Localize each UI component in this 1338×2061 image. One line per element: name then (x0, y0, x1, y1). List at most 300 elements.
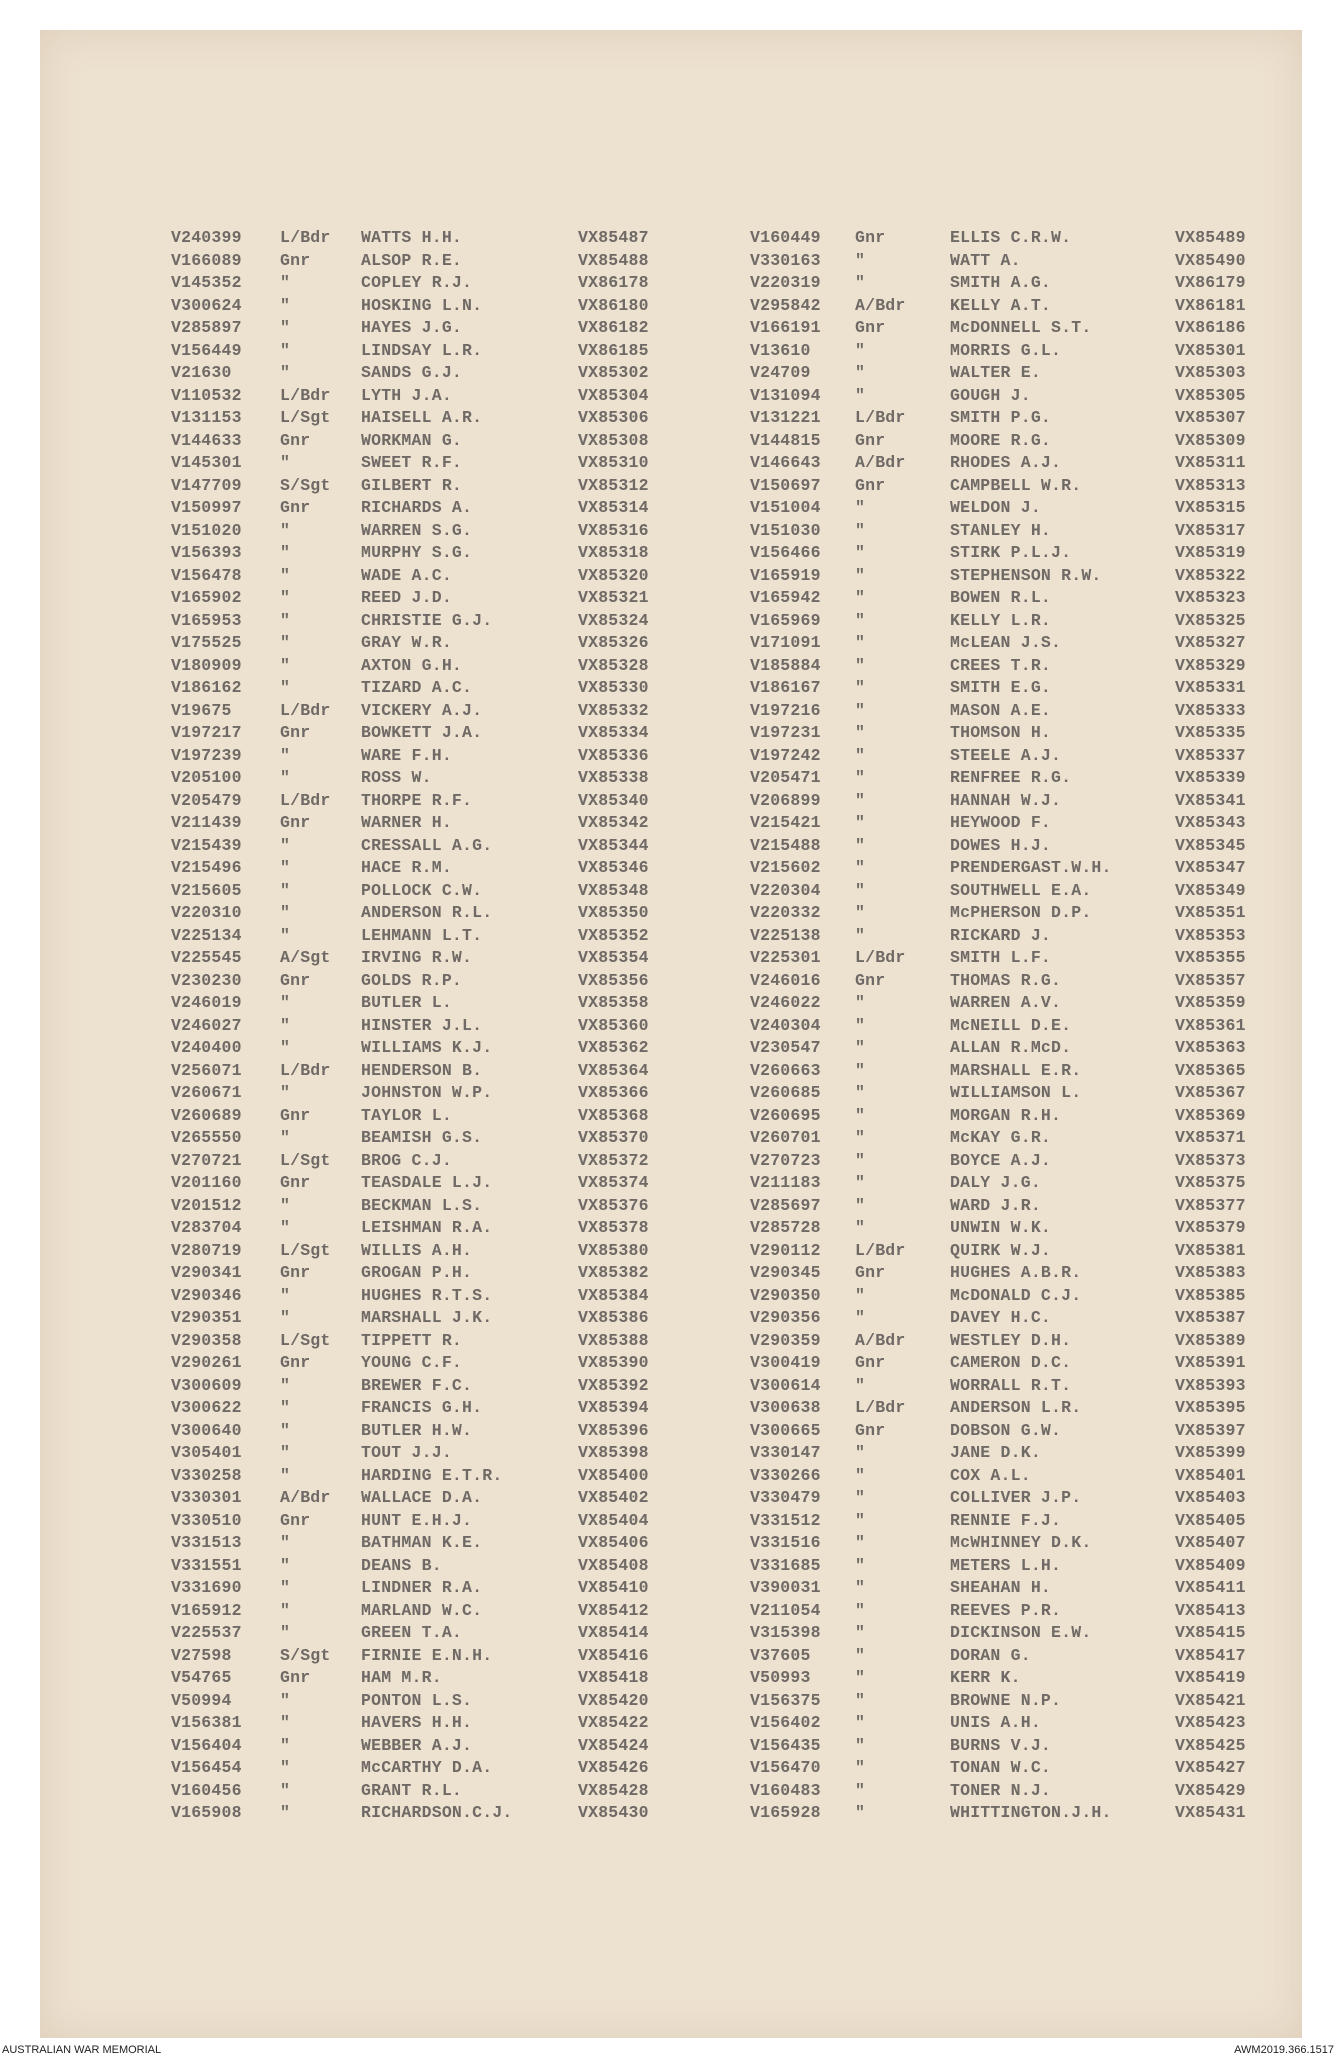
rank: " (855, 1443, 866, 1462)
rank: Gnr (280, 1263, 311, 1282)
soldier-name: HACE R.M. (361, 858, 452, 877)
rank: " (855, 273, 866, 292)
rank: Gnr (855, 970, 886, 990)
soldier-name: LINDSAY L.R. (361, 340, 483, 360)
rank: " (280, 1690, 291, 1710)
service-number: V201160 (171, 1173, 242, 1192)
service-number: V146643 (750, 453, 821, 472)
rank: L/Sgt (280, 1330, 331, 1350)
service-number: V285897 (171, 318, 242, 337)
service-number: V220304 (750, 880, 821, 900)
soldier-name: UNWIN W.K. (950, 1218, 1052, 1237)
vx-number: VX85317 (1175, 520, 1246, 540)
service-number: V330301 (171, 1488, 242, 1507)
rank: " (280, 1465, 291, 1485)
vx-number: VX85368 (578, 1105, 649, 1125)
vx-number: VX85425 (1175, 1735, 1246, 1755)
vx-number: VX85369 (1175, 1105, 1246, 1125)
soldier-name: RICHARDS A. (361, 498, 473, 517)
vx-number: VX85350 (578, 903, 649, 922)
rank: " (855, 363, 866, 382)
vx-number: VX85414 (578, 1623, 649, 1642)
soldier-name: RENNIE F.J. (950, 1510, 1062, 1530)
soldier-name: YOUNG C.F. (361, 1353, 463, 1372)
soldier-name: LINDNER R.A. (361, 1578, 483, 1597)
rank: " (855, 565, 866, 585)
soldier-name: CAMPBELL W.R. (950, 475, 1082, 495)
service-number: V50993 (750, 1668, 811, 1687)
rank: Gnr (855, 1263, 886, 1282)
vx-number: VX85427 (1175, 1758, 1246, 1777)
soldier-name: JOHNSTON W.P. (361, 1083, 493, 1102)
service-number: V131153 (171, 408, 242, 427)
vx-number: VX85379 (1175, 1218, 1246, 1237)
soldier-name: McLEAN J.S. (950, 633, 1062, 652)
service-number: V300609 (171, 1375, 242, 1395)
service-number: V300640 (171, 1420, 242, 1440)
service-number: V24709 (750, 363, 811, 382)
service-number: V156435 (750, 1735, 821, 1755)
rank: " (855, 610, 866, 630)
soldier-name: UNIS A.H. (950, 1713, 1041, 1732)
rank: " (855, 1780, 866, 1800)
vx-number: VX85338 (578, 768, 649, 787)
service-number: V19675 (171, 700, 232, 720)
service-number: V197217 (171, 723, 242, 742)
vx-number: VX85358 (578, 993, 649, 1012)
service-number: V331685 (750, 1555, 821, 1575)
vx-number: VX85413 (1175, 1600, 1246, 1620)
vx-number: VX85307 (1175, 408, 1246, 427)
rank: " (855, 880, 866, 900)
service-number: V330479 (750, 1488, 821, 1507)
rank: A/Bdr (280, 1488, 331, 1507)
vx-number: VX85391 (1175, 1353, 1246, 1372)
soldier-name: FIRNIE E.N.H. (361, 1645, 493, 1665)
service-number: V246016 (750, 970, 821, 990)
rank: Gnr (280, 970, 311, 990)
vx-number: VX85337 (1175, 745, 1246, 765)
vx-number: VX85336 (578, 745, 649, 765)
vx-number: VX85356 (578, 970, 649, 990)
vx-number: VX85320 (578, 565, 649, 585)
vx-number: VX85490 (1175, 250, 1246, 270)
vx-number: VX85430 (578, 1803, 649, 1822)
rank: Gnr (855, 430, 886, 450)
service-number: V285728 (750, 1218, 821, 1237)
soldier-name: TONER N.J. (950, 1780, 1052, 1800)
soldier-name: HARDING E.T.R. (361, 1465, 503, 1485)
rank: L/Sgt (280, 1150, 331, 1170)
rank: " (855, 678, 866, 697)
vx-number: VX85426 (578, 1758, 649, 1777)
soldier-name: GILBERT R. (361, 475, 463, 495)
vx-number: VX85395 (1175, 1398, 1246, 1417)
rank: L/Sgt (280, 1240, 331, 1260)
soldier-name: STEPHENSON R.W. (950, 565, 1102, 585)
vx-number: VX85390 (578, 1353, 649, 1372)
service-number: V211439 (171, 813, 242, 832)
vx-number: VX85332 (578, 700, 649, 720)
rank: Gnr (855, 1353, 886, 1372)
rank: " (855, 903, 866, 922)
rank: " (280, 363, 291, 382)
soldier-name: BOWEN R.L. (950, 588, 1052, 607)
vx-number: VX85340 (578, 790, 649, 810)
service-number: V151030 (750, 520, 821, 540)
rank: " (855, 1803, 866, 1822)
rank: " (855, 768, 866, 787)
service-number: V156470 (750, 1758, 821, 1777)
rank: " (280, 318, 291, 337)
rank: " (855, 1218, 866, 1237)
soldier-name: SMITH E.G. (950, 678, 1052, 697)
soldier-name: METERS L.H. (950, 1555, 1062, 1575)
vx-number: VX85315 (1175, 498, 1246, 517)
service-number: V315398 (750, 1623, 821, 1642)
service-number: V240399 (171, 228, 242, 247)
soldier-name: CRESSALL A.G. (361, 835, 493, 855)
service-number: V37605 (750, 1645, 811, 1665)
soldier-name: BURNS V.J. (950, 1735, 1052, 1755)
soldier-name: HAYES J.G. (361, 318, 463, 337)
soldier-name: TEASDALE L.J. (361, 1173, 493, 1192)
soldier-name: WALLACE D.A. (361, 1488, 483, 1507)
service-number: V215602 (750, 858, 821, 877)
rank: " (280, 1015, 291, 1035)
rank: " (280, 1555, 291, 1575)
soldier-name: TIZARD A.C. (361, 678, 473, 697)
soldier-name: FRANCIS G.H. (361, 1398, 483, 1417)
soldier-name: CREES T.R. (950, 655, 1052, 675)
service-number: V54765 (171, 1668, 232, 1687)
service-number: V285697 (750, 1195, 821, 1215)
vx-number: VX85305 (1175, 385, 1246, 405)
soldier-name: MOORE R.G. (950, 430, 1052, 450)
vx-number: VX85334 (578, 723, 649, 742)
service-number: V283704 (171, 1218, 242, 1237)
service-number: V110532 (171, 385, 242, 405)
vx-number: VX85392 (578, 1375, 649, 1395)
rank: " (280, 565, 291, 585)
rank: " (280, 655, 291, 675)
rank: " (855, 1150, 866, 1170)
rank: " (855, 250, 866, 270)
service-number: V175525 (171, 633, 242, 652)
vx-number: VX85404 (578, 1510, 649, 1530)
soldier-name: McPHERSON D.P. (950, 903, 1092, 922)
service-number: V156478 (171, 565, 242, 585)
service-number: V160483 (750, 1780, 821, 1800)
service-number: V330147 (750, 1443, 821, 1462)
service-number: V147709 (171, 475, 242, 495)
soldier-name: DEANS B. (361, 1555, 442, 1575)
soldier-name: RICHARDSON.C.J. (361, 1803, 513, 1822)
soldier-name: MORRIS G.L. (950, 340, 1062, 360)
vx-number: VX85411 (1175, 1578, 1246, 1597)
service-number: V246022 (750, 993, 821, 1012)
rank: " (855, 1510, 866, 1530)
service-number: V240400 (171, 1038, 242, 1057)
vx-number: VX85360 (578, 1015, 649, 1035)
rank: " (855, 745, 866, 765)
rank: " (280, 633, 291, 652)
rank: Gnr (280, 430, 311, 450)
service-number: V151004 (750, 498, 821, 517)
rank: " (855, 925, 866, 945)
service-number: V256071 (171, 1060, 242, 1080)
vx-number: VX85372 (578, 1150, 649, 1170)
rank: Gnr (855, 318, 886, 337)
vx-number: VX85384 (578, 1285, 649, 1305)
service-number: V300614 (750, 1375, 821, 1395)
soldier-name: WORKMAN G. (361, 430, 463, 450)
service-number: V270721 (171, 1150, 242, 1170)
rank: Gnr (280, 723, 311, 742)
soldier-name: DALY J.G. (950, 1173, 1041, 1192)
soldier-name: COPLEY R.J. (361, 273, 473, 292)
rank: " (855, 655, 866, 675)
soldier-name: TIPPETT R. (361, 1330, 463, 1350)
vx-number: VX85310 (578, 453, 649, 472)
rank: L/Bdr (280, 790, 331, 810)
vx-number: VX85325 (1175, 610, 1246, 630)
soldier-name: PRENDERGAST.W.H. (950, 858, 1112, 877)
vx-number: VX85306 (578, 408, 649, 427)
vx-number: VX85364 (578, 1060, 649, 1080)
vx-number: VX85405 (1175, 1510, 1246, 1530)
vx-number: VX85328 (578, 655, 649, 675)
vx-number: VX86179 (1175, 273, 1246, 292)
rank: Gnr (855, 228, 886, 247)
vx-number: VX85388 (578, 1330, 649, 1350)
rank: " (855, 1690, 866, 1710)
vx-number: VX85399 (1175, 1443, 1246, 1462)
soldier-name: DAVEY H.C. (950, 1308, 1052, 1327)
rank: " (855, 835, 866, 855)
soldier-name: WARD J.R. (950, 1195, 1041, 1215)
soldier-name: HAVERS H.H. (361, 1713, 473, 1732)
service-number: V300622 (171, 1398, 242, 1417)
soldier-name: HUGHES A.B.R. (950, 1263, 1082, 1282)
rank: " (855, 1173, 866, 1192)
service-number: V290359 (750, 1330, 821, 1350)
service-number: V220319 (750, 273, 821, 292)
soldier-name: HEYWOOD F. (950, 813, 1052, 832)
rank: Gnr (855, 475, 886, 495)
service-number: V165953 (171, 610, 242, 630)
service-number: V171091 (750, 633, 821, 652)
vx-number: VX85349 (1175, 880, 1246, 900)
service-number: V211183 (750, 1173, 821, 1192)
vx-number: VX85489 (1175, 228, 1246, 247)
rank: " (855, 385, 866, 405)
soldier-name: KELLY L.R. (950, 610, 1052, 630)
soldier-name: MARSHALL J.K. (361, 1308, 493, 1327)
vx-number: VX86186 (1175, 318, 1246, 337)
vx-number: VX85341 (1175, 790, 1246, 810)
soldier-name: RICKARD J. (950, 925, 1052, 945)
vx-number: VX85342 (578, 813, 649, 832)
vx-number: VX85429 (1175, 1780, 1246, 1800)
vx-number: VX86185 (578, 340, 649, 360)
service-number: V270723 (750, 1150, 821, 1170)
rank: " (855, 1623, 866, 1642)
service-number: V205100 (171, 768, 242, 787)
vx-number: VX85487 (578, 228, 649, 247)
service-number: V260689 (171, 1105, 242, 1125)
soldier-name: McWHINNEY D.K. (950, 1533, 1092, 1552)
footer-accession-number: AWM2019.366.1517 (1234, 2044, 1334, 2056)
rank: " (280, 295, 291, 315)
soldier-name: WALTER E. (950, 363, 1041, 382)
soldier-name: HAISELL A.R. (361, 408, 483, 427)
vx-number: VX85319 (1175, 543, 1246, 562)
rank: " (855, 1060, 866, 1080)
soldier-name: SHEAHAN H. (950, 1578, 1052, 1597)
vx-number: VX85311 (1175, 453, 1246, 472)
service-number: V246027 (171, 1015, 242, 1035)
service-number: V290346 (171, 1285, 242, 1305)
soldier-name: LYTH J.A. (361, 385, 452, 405)
soldier-name: SOUTHWELL E.A. (950, 880, 1092, 900)
rank: Gnr (280, 498, 311, 517)
service-number: V165928 (750, 1803, 821, 1822)
soldier-name: ANDERSON R.L. (361, 903, 493, 922)
rank: " (280, 1308, 291, 1327)
rank: " (855, 1015, 866, 1035)
soldier-name: COLLIVER J.P. (950, 1488, 1082, 1507)
rank: " (280, 745, 291, 765)
service-number: V215605 (171, 880, 242, 900)
rank: " (280, 1398, 291, 1417)
rank: " (855, 1533, 866, 1552)
rank: " (280, 1285, 291, 1305)
rank: L/Bdr (855, 948, 906, 967)
soldier-name: SMITH P.G. (950, 408, 1052, 427)
soldier-name: ALLAN R.McD. (950, 1038, 1072, 1057)
soldier-name: HAM M.R. (361, 1668, 442, 1687)
vx-number: VX85321 (578, 588, 649, 607)
soldier-name: TAYLOR L. (361, 1105, 452, 1125)
soldier-name: McCARTHY D.A. (361, 1758, 493, 1777)
soldier-name: GREEN T.A. (361, 1623, 463, 1642)
soldier-name: WARREN A.V. (950, 993, 1062, 1012)
vx-number: VX85301 (1175, 340, 1246, 360)
vx-number: VX85329 (1175, 655, 1246, 675)
soldier-name: WESTLEY D.H. (950, 1330, 1072, 1350)
rank: A/Bdr (855, 295, 906, 315)
rank: " (855, 1083, 866, 1102)
vx-number: VX85357 (1175, 970, 1246, 990)
service-number: V300624 (171, 295, 242, 315)
service-number: V330510 (171, 1510, 242, 1530)
service-number: V295842 (750, 295, 821, 315)
service-number: V246019 (171, 993, 242, 1012)
vx-number: VX85333 (1175, 700, 1246, 720)
soldier-name: GRANT R.L. (361, 1780, 463, 1800)
vx-number: VX85381 (1175, 1240, 1246, 1260)
service-number: V331512 (750, 1510, 821, 1530)
rank: " (855, 858, 866, 877)
service-number: V166191 (750, 318, 821, 337)
service-number: V225537 (171, 1623, 242, 1642)
rank: " (280, 835, 291, 855)
rank: " (855, 498, 866, 517)
service-number: V300638 (750, 1398, 821, 1417)
rank: " (280, 1218, 291, 1237)
rank: " (280, 1735, 291, 1755)
soldier-name: REEVES P.R. (950, 1600, 1062, 1620)
vx-number: VX85335 (1175, 723, 1246, 742)
service-number: V144633 (171, 430, 242, 450)
soldier-name: JANE D.K. (950, 1443, 1041, 1462)
service-number: V300665 (750, 1420, 821, 1440)
service-number: V331516 (750, 1533, 821, 1552)
vx-number: VX86182 (578, 318, 649, 337)
service-number: V225545 (171, 948, 242, 967)
vx-number: VX85348 (578, 880, 649, 900)
vx-number: VX85415 (1175, 1623, 1246, 1642)
soldier-name: IRVING R.W. (361, 948, 473, 967)
service-number: V150997 (171, 498, 242, 517)
soldier-name: DOBSON G.W. (950, 1420, 1062, 1440)
soldier-name: WATTS H.H. (361, 228, 463, 247)
rank: " (855, 1038, 866, 1057)
service-number: V145301 (171, 453, 242, 472)
vx-number: VX85331 (1175, 678, 1246, 697)
rank: " (855, 340, 866, 360)
vx-number: VX85344 (578, 835, 649, 855)
soldier-name: THOMSON H. (950, 723, 1052, 742)
rank: " (855, 588, 866, 607)
soldier-name: ALSOP R.E. (361, 250, 463, 270)
soldier-name: WILLIAMS K.J. (361, 1038, 493, 1057)
rank: L/Bdr (280, 385, 331, 405)
rank: " (855, 1735, 866, 1755)
rank: " (855, 520, 866, 540)
service-number: V156393 (171, 543, 242, 562)
vx-number: VX85406 (578, 1533, 649, 1552)
rank: " (855, 993, 866, 1012)
service-number: V225301 (750, 948, 821, 967)
vx-number: VX85346 (578, 858, 649, 877)
vx-number: VX85416 (578, 1645, 649, 1665)
service-number: V215421 (750, 813, 821, 832)
rank: " (280, 1195, 291, 1215)
vx-number: VX85397 (1175, 1420, 1246, 1440)
rank: L/Bdr (855, 1398, 906, 1417)
vx-number: VX85385 (1175, 1285, 1246, 1305)
rank: " (855, 1285, 866, 1305)
vx-number: VX85365 (1175, 1060, 1246, 1080)
soldier-name: AXTON G.H. (361, 655, 463, 675)
rank: " (855, 633, 866, 652)
vx-number: VX85318 (578, 543, 649, 562)
service-number: V230547 (750, 1038, 821, 1057)
rank: " (280, 1578, 291, 1597)
vx-number: VX85347 (1175, 858, 1246, 877)
vx-number: VX85314 (578, 498, 649, 517)
rank: " (280, 768, 291, 787)
vx-number: VX85402 (578, 1488, 649, 1507)
vx-number: VX85382 (578, 1263, 649, 1282)
soldier-name: THORPE R.F. (361, 790, 473, 810)
rank: " (280, 1375, 291, 1395)
rank: " (280, 880, 291, 900)
rank: L/Sgt (280, 408, 331, 427)
vx-number: VX85354 (578, 948, 649, 967)
